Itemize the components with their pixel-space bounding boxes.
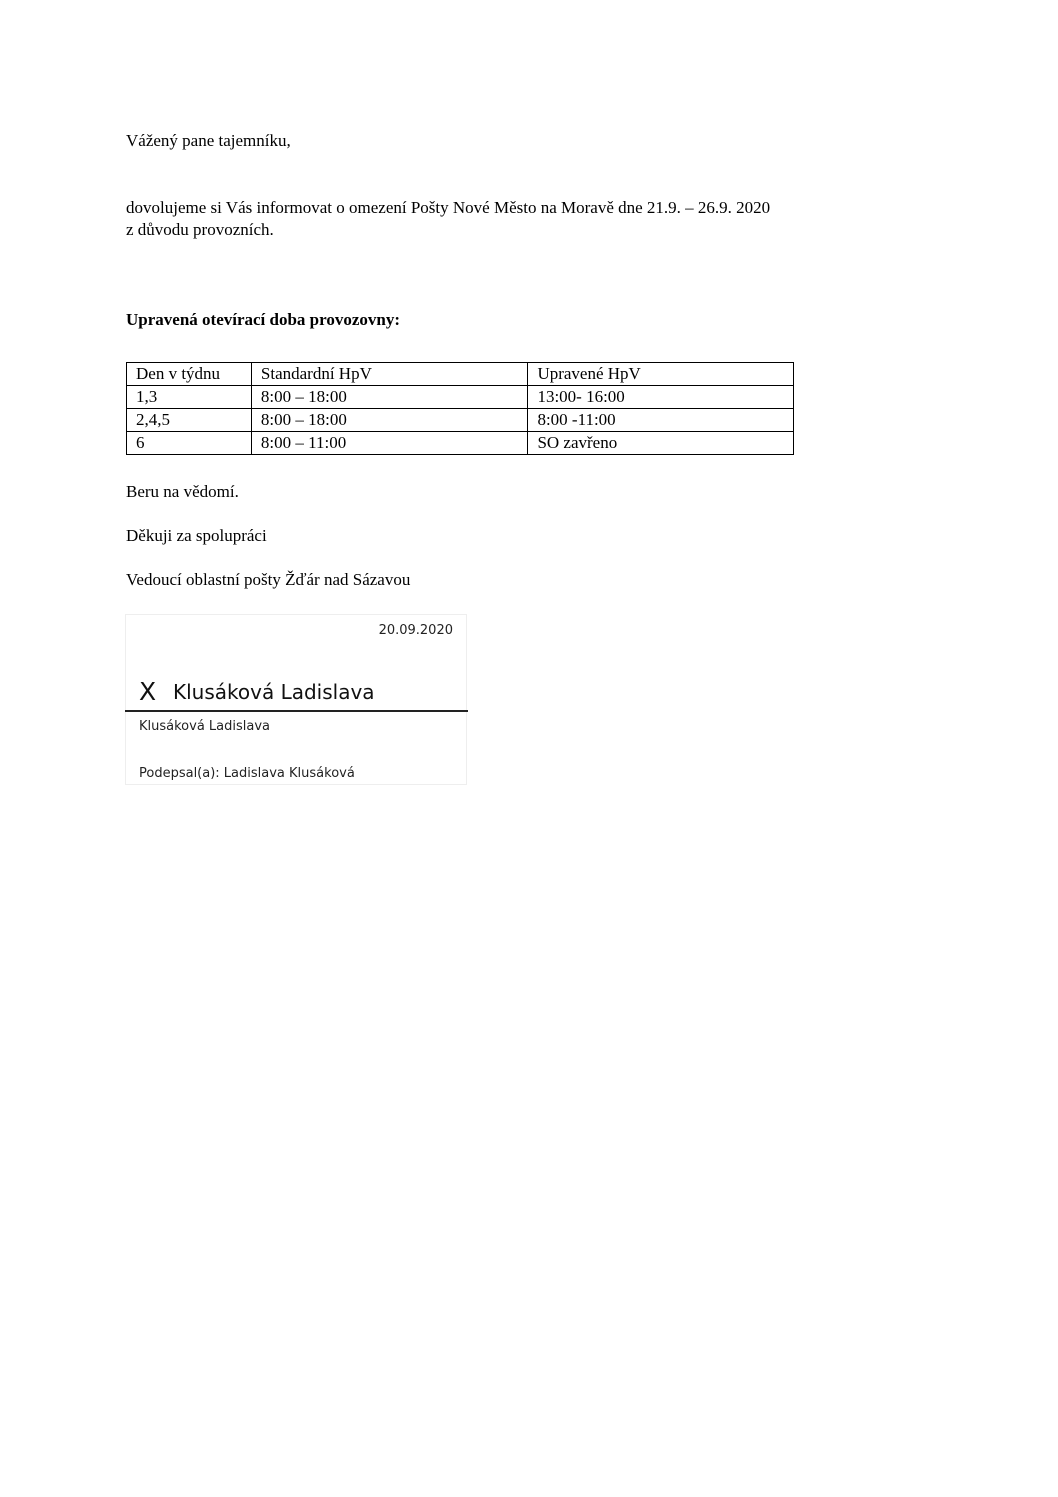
signature-x-mark: X xyxy=(139,677,157,706)
signature-date: 20.09.2020 xyxy=(378,623,453,638)
table-cell: 1,3 xyxy=(127,386,252,409)
table-cell: 2,4,5 xyxy=(127,409,252,432)
sender-title: Vedoucí oblastní pošty Žďár nad Sázavou xyxy=(126,570,411,589)
table-cell: SO zavřeno xyxy=(528,432,794,455)
body-text-line-2: z důvodu provozních. xyxy=(126,220,274,239)
header-cell-day: Den v týdnu xyxy=(127,363,252,386)
signed-by-text: Podepsal(a): Ladislava Klusáková xyxy=(139,766,355,781)
body-text-line-1: dovolujeme si Vás informovat o omezení Pošty Nové Město na Moravě dne 21.9. – 26.9. 2020 xyxy=(126,198,771,217)
table-header-row xyxy=(127,363,794,386)
greeting: Vážený pane tajemníku, xyxy=(126,131,291,150)
table-cell: 13:00- 16:00 xyxy=(528,386,794,409)
digital-signature-box xyxy=(125,614,467,785)
header-cell-adjusted: Upravené HpV xyxy=(528,363,794,386)
signature-line xyxy=(125,710,468,712)
thanks-text: Děkuji za spolupráci xyxy=(126,526,267,545)
signer-name-small: Klusáková Ladislava xyxy=(139,719,271,734)
opening-hours-table xyxy=(126,362,794,455)
table-cell: 8:00 -11:00 xyxy=(528,409,794,432)
table-cell: 8:00 – 18:00 xyxy=(251,386,528,409)
table-row xyxy=(127,386,794,409)
section-heading: Upravená otevírací doba provozovny: xyxy=(126,310,401,329)
table-cell: 6 xyxy=(127,432,252,455)
acknowledgement-text: Beru na vědomí. xyxy=(126,482,239,501)
table-cell: 8:00 – 11:00 xyxy=(251,432,528,455)
signer-name-large: Klusáková Ladislava xyxy=(173,680,375,704)
table-row xyxy=(127,432,794,455)
table-row xyxy=(127,409,794,432)
header-cell-standard: Standardní HpV xyxy=(251,363,528,386)
table-cell: 8:00 – 18:00 xyxy=(251,409,528,432)
